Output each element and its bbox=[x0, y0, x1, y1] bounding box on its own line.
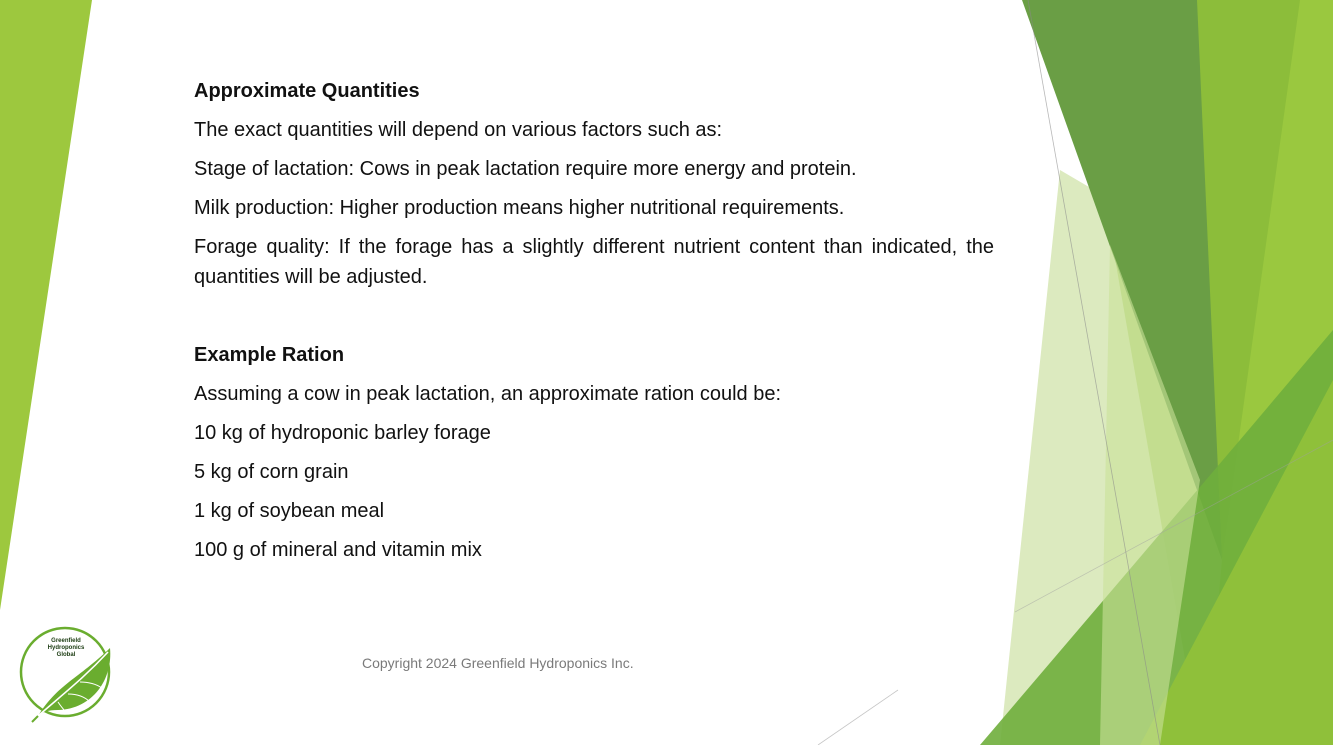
section-heading-approximate-quantities: Approximate Quantities bbox=[194, 80, 420, 102]
copyright-notice: Copyright 2024 Greenfield Hydroponics Inc. bbox=[362, 655, 634, 671]
ration-item: 5 kg of corn grain bbox=[194, 461, 349, 483]
thin-line-3 bbox=[818, 690, 898, 745]
company-logo bbox=[18, 624, 114, 724]
ration-item: 100 g of mineral and vitamin mix bbox=[194, 539, 482, 561]
logo-line-1: Greenfield bbox=[51, 638, 81, 644]
left-green-stripe bbox=[0, 0, 92, 610]
section-spacer bbox=[194, 301, 994, 340]
paragraph-forage-quality: Forage quality: If the forage has a slightly different nutrient content than indicated, the quantities will be adjusted. bbox=[194, 236, 994, 288]
ration-item: 10 kg of hydroponic barley forage bbox=[194, 422, 491, 444]
logo-line-2: Hydroponics bbox=[47, 645, 85, 651]
paragraph-stage-of-lactation: Stage of lactation: Cows in peak lactation require more energy and protein. bbox=[194, 158, 857, 180]
paragraph-milk-production: Milk production: Higher production means higher nutritional requirements. bbox=[194, 197, 845, 219]
ration-item: 1 kg of soybean meal bbox=[194, 500, 385, 522]
paragraph-factors-intro: The exact quantities will depend on various factors such as: bbox=[194, 119, 723, 141]
section-heading-example-ration: Example Ration bbox=[194, 344, 345, 366]
logo-line-3: Global bbox=[56, 652, 76, 658]
paragraph-ration-intro: Assuming a cow in peak lactation, an approximate ration could be: bbox=[194, 383, 782, 405]
logo-text bbox=[18, 638, 114, 659]
slide-content bbox=[194, 76, 994, 574]
